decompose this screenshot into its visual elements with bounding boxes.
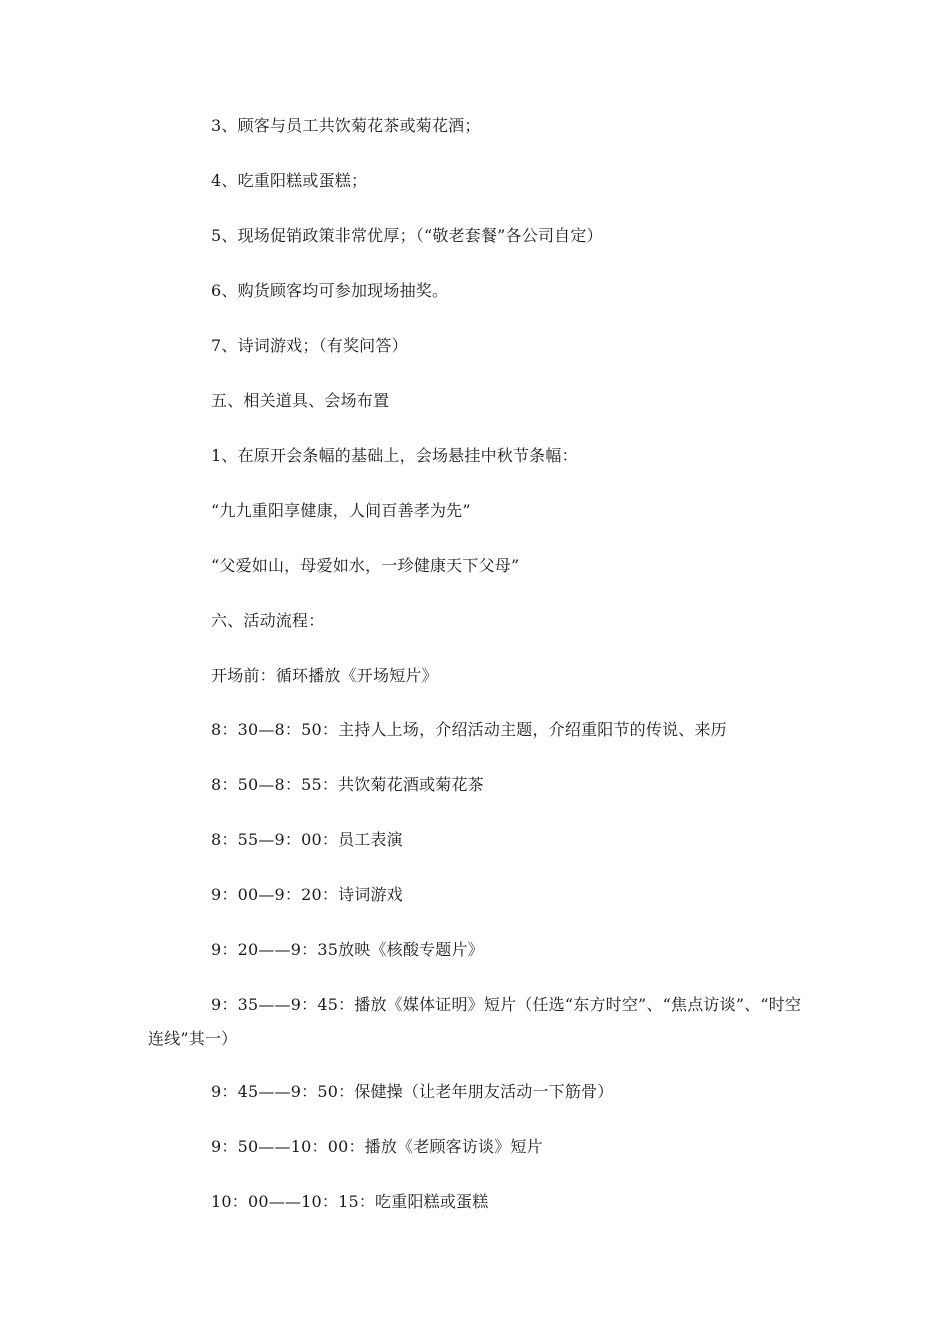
schedule-item: 8：30—8：50：主持人上场，介绍活动主题，介绍重阳节的传说、来历 <box>211 720 727 739</box>
schedule-item: 开场前：循环播放《开场短片》 <box>211 666 438 685</box>
section-heading-5: 五、相关道具、会场布置 <box>211 391 390 410</box>
section-heading-6: 六、活动流程： <box>211 611 325 630</box>
schedule-item: 8：55—9：00：员工表演 <box>211 830 403 849</box>
schedule-item: 9：50——10：00：播放《老顾客访谈》短片 <box>211 1137 543 1156</box>
schedule-item: 9：20——9：35放映《核酸专题片》 <box>211 940 484 959</box>
schedule-item: 10：00——10：15：吃重阳糕或蛋糕 <box>211 1192 489 1211</box>
list-item-banner: 1、在原开会条幅的基础上，会场悬挂中秋节条幅： <box>211 446 578 465</box>
list-item-5: 5、现场促销政策非常优厚；（“敬老套餐”各公司自定） <box>211 226 603 245</box>
list-item-7: 7、诗词游戏；（有奖问答） <box>211 336 408 355</box>
banner-quote-2: “父爱如山，母爱如水，一珍健康天下父母” <box>211 556 520 575</box>
schedule-item: 9：35——9：45：播放《媒体证明》短片（任选“东方时空”、“焦点访谈”、“时空连线”其一） <box>148 995 802 1048</box>
schedule-item: 9：45——9：50：保健操（让老年朋友活动一下筋骨） <box>211 1082 614 1101</box>
list-item-4: 4、吃重阳糕或蛋糕； <box>211 171 368 190</box>
banner-quote-1: “九九重阳享健康，人间百善孝为先” <box>211 501 471 520</box>
list-item-3: 3、顾客与员工共饮菊花茶或菊花酒； <box>211 116 481 135</box>
schedule-item: 9：00—9：20：诗词游戏 <box>211 885 403 904</box>
list-item-6: 6、购货顾客均可参加现场抽奖。 <box>211 281 449 300</box>
schedule-item: 8：50—8：55：共饮菊花酒或菊花茶 <box>211 775 484 794</box>
